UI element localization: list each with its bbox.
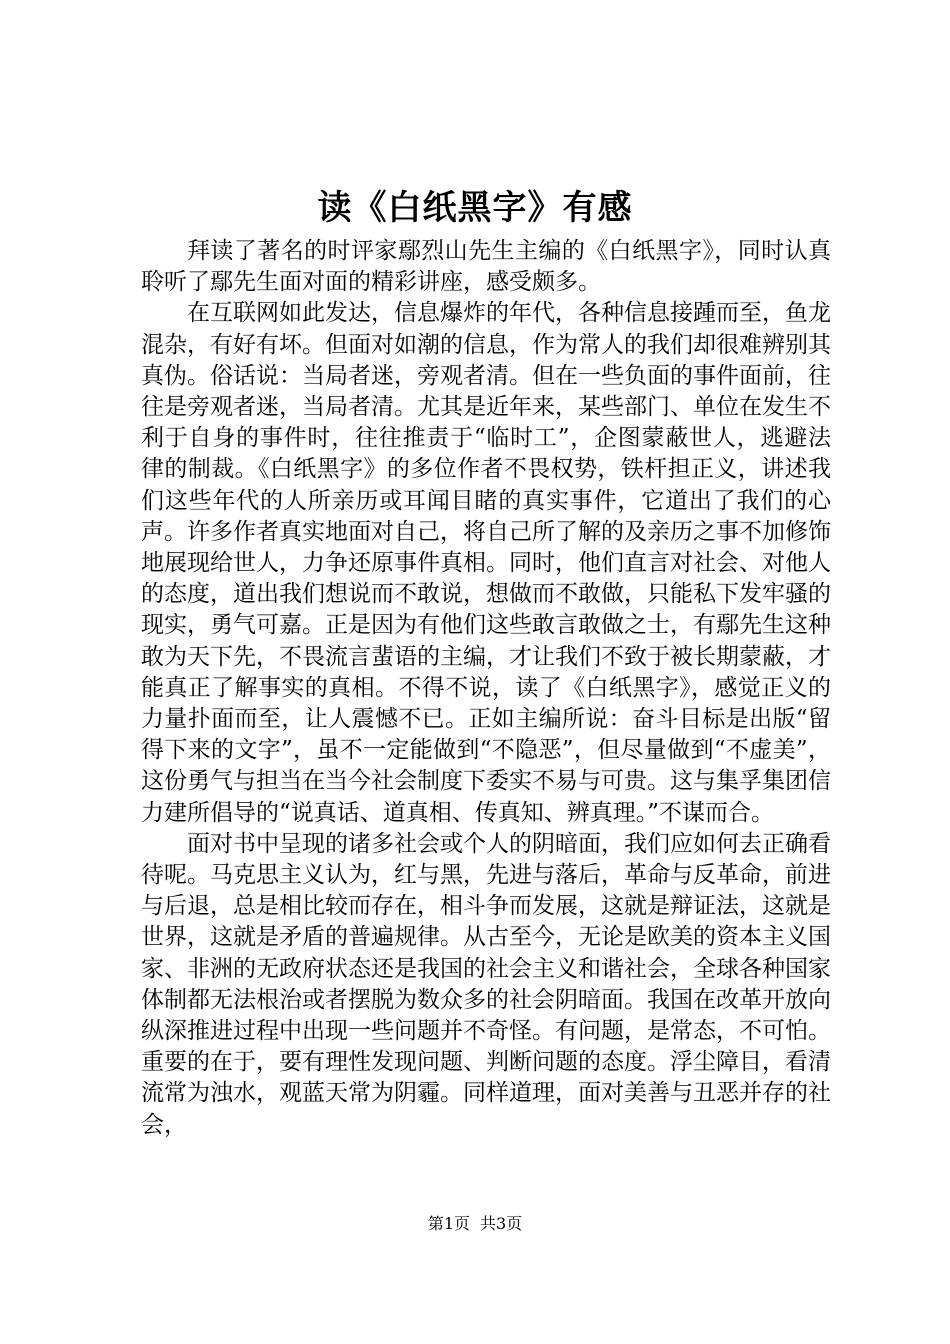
page-footer (0, 1213, 950, 1235)
paragraph: 在互联网如此发达，信息爆炸的年代，各种信息接踵而至，鱼龙混杂，有好有坏。但面对如潮的信息，作为常人的我们却很难辨别其真伪。俗话说：当局者迷，旁观者清。但在一些负面的事件面前，往往是旁观者迷，当局者清。尤其是近年来，某些部门、单位在发生不利于自身的事件时，往往推责于“临时工”，企图蒙蔽世人，逃避法律的制裁。《白纸黑字》的多位作者不畏权势，铁杆担正义，讲述我们这些年代的人所亲历或耳闻目睹的真实事件，它道出了我们的心声。许多作者真实地面对自己，将自己所了解的及亲历之事不加修饰地展现给世人，力争还原事件真相。同时，他们直言对社会、对他人的态度，道出我们想说而不敢说，想做而不敢做，只能私下发牢骚的现实，勇气可嘉。正是因为有他们这些敢言敢做之士，有鄢先生这种敢为天下先，不畏流言蜚语的主编，才让我们不致于被长期蒙蔽，才能真正了解事实的真相。不得不说，读了《白纸黑字》，感觉正义的力量扑面而至，让人震憾不已。正如主编所说：奋斗目标是出版“留得下来的文字”，虽不一定能做到“不隐恶”，但尽量做到“不虚美”，这份勇气与担当在当今社会制度下委实不易与可贵。这与集孚集团信力建所倡导的“说真话、道真相、传真知、辨真理。”不谋而合。 (141, 300, 831, 826)
page-number: 第1页 (427, 1214, 470, 1233)
paragraph: 拜读了著名的时评家鄢烈山先生主编的《白纸黑字》，同时认真聆听了鄢先生面对面的精彩讲座，感受颇多。 (141, 238, 831, 296)
document-body (141, 236, 831, 1141)
page-total: 共3页 (480, 1214, 523, 1233)
document-title: 读《白纸黑字》有感 (317, 188, 633, 228)
paragraph: 面对书中呈现的诸多社会或个人的阴暗面，我们应如何去正确看待呢。马克思主义认为，红与黑，先进与落后，革命与反革命，前进与后退，总是相比较而存在，相斗争而发展，这就是辩证法，这就是世界，这就是矛盾的普遍规律。从古至今，无论是欧美的资本主义国家、非洲的无政府状态还是我国的社会主义和谐社会，全球各种国家体制都无法根治或者摆脱为数众多的社会阴暗面。我国在改革开放向纵深推进过程中出现一些问题并不奇怪。有问题，是常态，不可怕。重要的在于，要有理性发现问题、判断问题的态度。浮尘障目，看清流常为浊水，观蓝天常为阴霾。同样道理，面对美善与丑恶并存的社会， (141, 830, 831, 1138)
